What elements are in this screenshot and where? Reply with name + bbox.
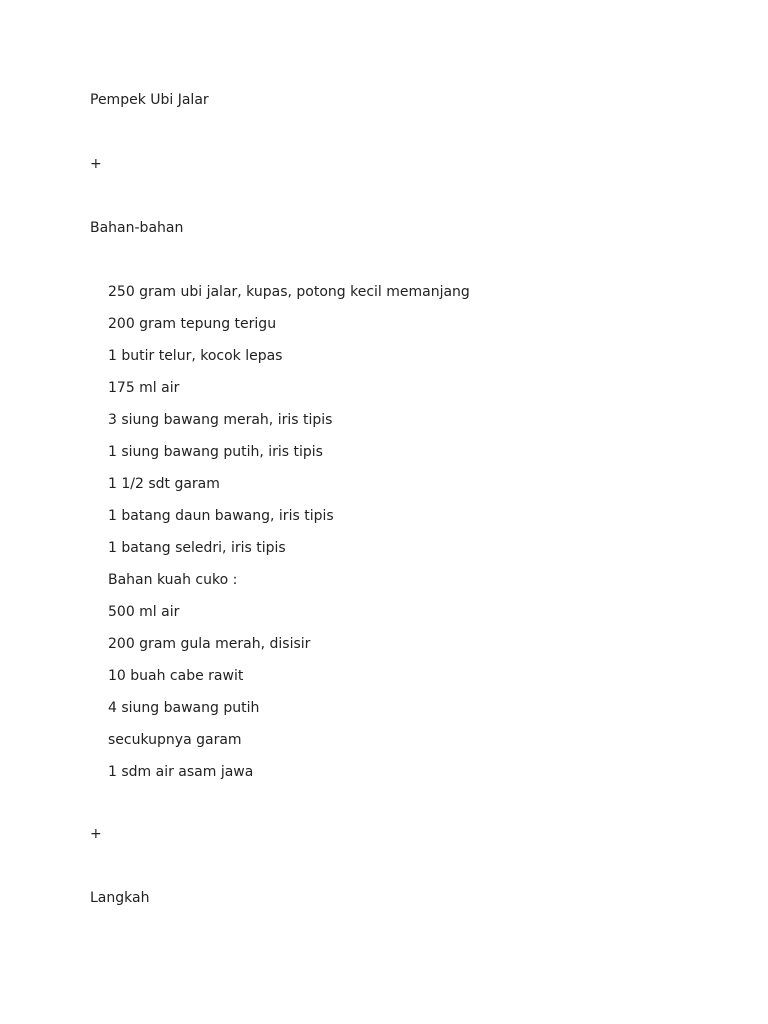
list-item: 4 siung bawang putih: [108, 700, 260, 716]
list-item: 1 batang seledri, iris tipis: [108, 540, 286, 556]
list-item: 500 ml air: [108, 604, 180, 620]
list-item: 1 siung bawang putih, iris tipis: [108, 444, 323, 460]
list-item: 175 ml air: [108, 380, 180, 396]
list-item: 1 1/2 sdt garam: [108, 476, 220, 492]
steps-heading: Langkah: [90, 890, 150, 906]
list-item: 1 sdm air asam jawa: [108, 764, 254, 780]
list-item: 3 siung bawang merah, iris tipis: [108, 412, 333, 428]
list-item: 1 butir telur, kocok lepas: [108, 348, 283, 364]
list-item: 1 batang daun bawang, iris tipis: [108, 508, 334, 524]
ingredients-list: [108, 283, 470, 795]
expand-toggle-steps[interactable]: +: [90, 826, 102, 842]
list-item: 250 gram ubi jalar, kupas, potong kecil memanjang: [108, 284, 470, 300]
list-item: Bahan kuah cuko :: [108, 572, 238, 588]
list-item: 200 gram gula merah, disisir: [108, 636, 311, 652]
ingredients-heading: Bahan-bahan: [90, 220, 184, 236]
recipe-title: Pempek Ubi Jalar: [90, 92, 209, 108]
list-item: secukupnya garam: [108, 732, 242, 748]
expand-toggle-ingredients[interactable]: +: [90, 156, 102, 172]
list-item: 200 gram tepung terigu: [108, 316, 277, 332]
list-item: 10 buah cabe rawit: [108, 668, 244, 684]
